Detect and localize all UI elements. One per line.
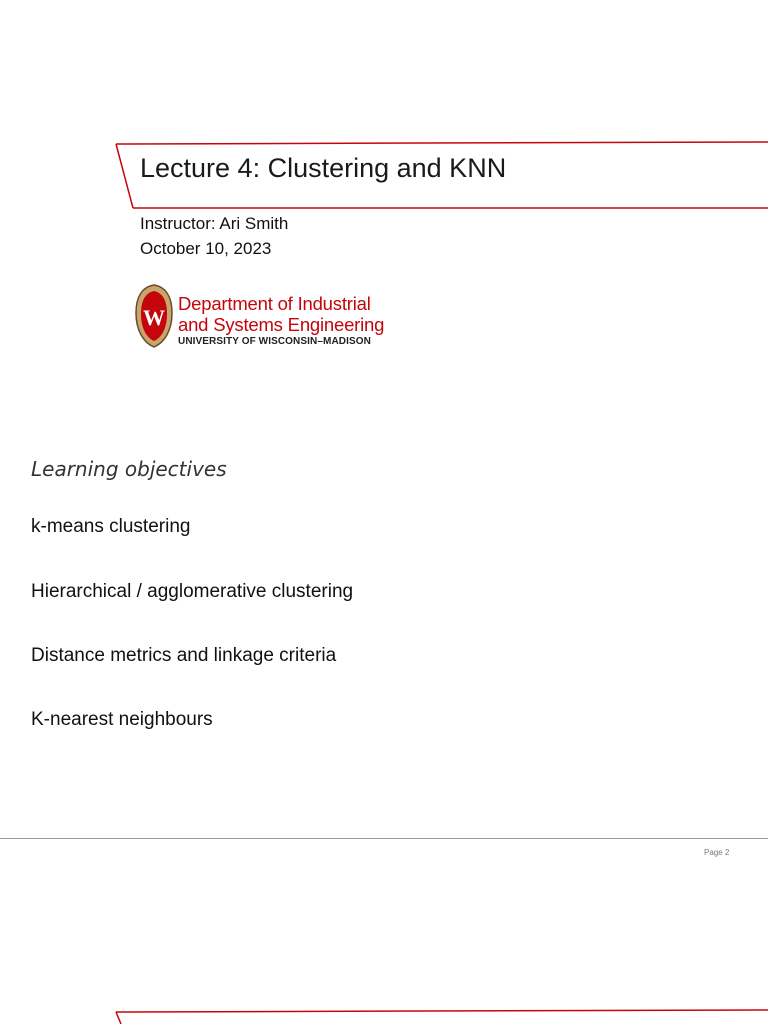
next-page-frame-slant-line bbox=[116, 1012, 121, 1024]
title-frame-slant-line bbox=[116, 144, 133, 208]
logo-line-2: and Systems Engineering bbox=[178, 314, 385, 335]
uw-crest-icon bbox=[134, 283, 174, 349]
objective-item: Distance metrics and linkage criteria bbox=[31, 645, 337, 666]
department-logo bbox=[134, 283, 394, 351]
logo-university-line: UNIVERSITY OF WISCONSIN–MADISON bbox=[178, 336, 371, 347]
objectives-heading: Learning objectives bbox=[31, 457, 227, 481]
slide-title: Lecture 4: Clustering and KNN bbox=[140, 153, 507, 183]
title-frame-top-line bbox=[116, 142, 768, 144]
next-page-frame-top-line bbox=[116, 1010, 768, 1012]
page-number: Page 2 bbox=[704, 848, 730, 857]
date-line: October 10, 2023 bbox=[140, 239, 272, 258]
logo-line-1: Department of Industrial bbox=[178, 293, 371, 314]
instructor-line: Instructor: Ari Smith bbox=[140, 214, 289, 233]
crest-letter: W bbox=[143, 305, 165, 330]
objective-item: Hierarchical / agglomerative clustering bbox=[31, 581, 354, 602]
objective-item: K-nearest neighbours bbox=[31, 709, 213, 730]
page-divider bbox=[0, 838, 768, 839]
objective-item: k-means clustering bbox=[31, 516, 191, 537]
